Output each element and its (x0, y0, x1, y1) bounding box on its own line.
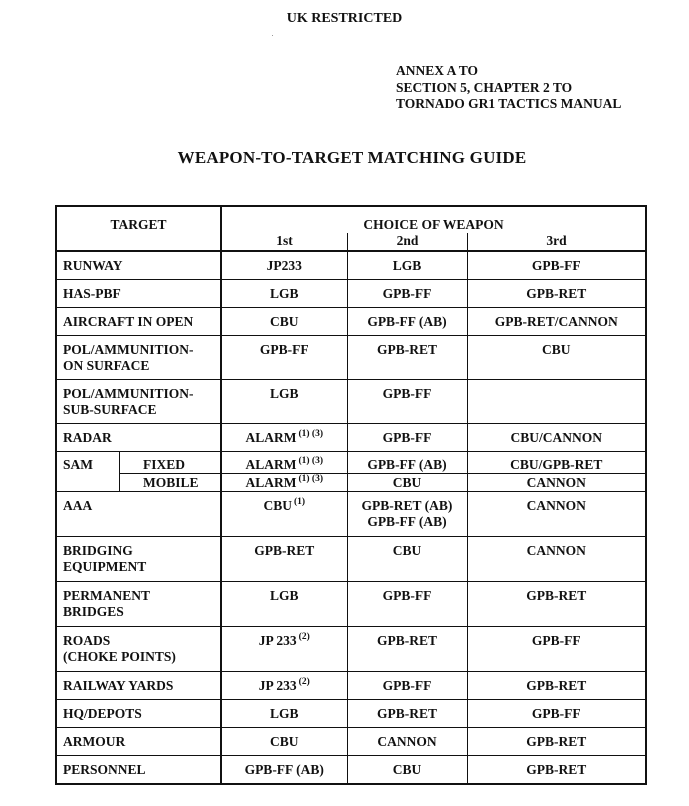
weapon-1st (221, 307, 347, 335)
target-name (56, 279, 221, 307)
cell-line: HQ/DEPOTS (63, 705, 142, 721)
cell-line: ARMOUR (63, 733, 126, 749)
table-row (56, 379, 646, 423)
cell-line: GPB-RET (AB) (361, 497, 453, 513)
weapon-1st (221, 251, 347, 279)
cell-line: GPB-FF (382, 587, 432, 603)
note-reference: (1) (3) (298, 456, 324, 466)
target-name (56, 307, 221, 335)
cell-line: ROADS (63, 632, 111, 648)
cell-line: PERMANENT (63, 587, 150, 603)
annex-line: SECTION 5, CHAPTER 2 TO (396, 79, 573, 95)
cell-line: PERSONNEL (63, 761, 146, 777)
weapon-value: CBU/GPB-RET (510, 456, 603, 472)
weapon-3rd (467, 335, 646, 379)
weapon-3rd (467, 379, 646, 423)
col-header-3rd: 3rd (546, 233, 567, 248)
cell-line: GPB-FF (531, 705, 581, 721)
table-row (56, 671, 646, 699)
weapon-2nd (347, 335, 467, 379)
weapon-2nd (347, 379, 467, 423)
weapon-value: GPB-FF (259, 341, 309, 357)
weapon-2nd-sam (347, 451, 467, 491)
cell-line: GPB-RET (376, 341, 437, 357)
weapon-target-table (55, 205, 647, 785)
weapon-3rd (467, 251, 646, 279)
note-reference: (1) (293, 497, 306, 507)
table-row (56, 727, 646, 755)
cell-line: GPB-FF (382, 285, 432, 301)
cell-line: (CHOKE POINTS) (63, 648, 176, 664)
cell-line: GPB-FF (382, 429, 432, 445)
weapon-2nd (347, 536, 467, 581)
weapon-1st (221, 536, 347, 581)
weapon-1st-sam (221, 451, 347, 491)
table-row (56, 626, 646, 671)
weapon-3rd (467, 279, 646, 307)
cell-line: CANNON (526, 542, 586, 558)
weapon-value: GPB-RET (254, 542, 315, 558)
note-reference: (2) (298, 677, 310, 687)
col-header-1st: 1st (222, 233, 348, 250)
sam-subdivider (468, 473, 646, 474)
cell-line: GPB-FF (AB) (367, 513, 447, 529)
table-row (56, 536, 646, 581)
table-row (56, 251, 646, 279)
weapon-value: CBU (269, 733, 299, 749)
weapon-2nd (347, 279, 467, 307)
weapon-value: LGB (269, 705, 299, 721)
target-name (56, 251, 221, 279)
cell-line: POL/AMMUNITION- (63, 385, 194, 401)
weapon-3rd (467, 536, 646, 581)
target-name (56, 335, 221, 379)
col-header-2nd: 2nd (348, 233, 468, 250)
target-name (56, 491, 221, 536)
weapon-3rd (467, 307, 646, 335)
table-row (56, 581, 646, 626)
weapon-1st (221, 423, 347, 451)
annex-line: TORNADO GR1 TACTICS MANUAL (396, 96, 622, 111)
table-row (56, 755, 646, 784)
target-name (56, 699, 221, 727)
table-header-row (56, 206, 646, 251)
weapon-value: CBU (263, 497, 292, 513)
weapon-value: ALARM $^{(1) (3)}$ (245, 456, 324, 472)
weapon-2nd (347, 307, 467, 335)
target-name (56, 755, 221, 784)
cell-line: CBU (542, 341, 571, 357)
weapon-value: JP 233 (258, 677, 297, 693)
cell-line: GPB-RET (376, 632, 437, 648)
target-name (56, 626, 221, 671)
weapon-1st (221, 379, 347, 423)
table-row (56, 307, 646, 335)
weapon-1st (221, 581, 347, 626)
weapon-2nd (347, 727, 467, 755)
sam-subdivider (119, 473, 220, 474)
cell-line: EQUIPMENT (63, 558, 147, 574)
weapon-value: JP 233 (258, 632, 297, 648)
weapon-3rd (467, 699, 646, 727)
weapon-3rd (467, 671, 646, 699)
choice-header-cell (221, 206, 646, 251)
cell-line: GPB-FF (531, 632, 581, 648)
weapon-3rd (467, 491, 646, 536)
cell-line: RUNWAY (63, 258, 123, 273)
weapon-2nd (347, 581, 467, 626)
weapon-2nd (347, 626, 467, 671)
weapon-1st (221, 335, 347, 379)
weapon-2nd (347, 491, 467, 536)
target-name (56, 581, 221, 626)
cell-line: GPB-RET/CANNON (494, 313, 618, 329)
cell-line: SUB-SURFACE (63, 401, 157, 417)
weapon-1st (221, 491, 347, 536)
cell-line: CBU/CANNON (510, 429, 603, 445)
cell-line: RAILWAY YARDS (63, 677, 174, 693)
cell-line: GPB-FF (531, 258, 581, 273)
cell-line: CANNON (377, 733, 437, 749)
cell-line: AAA (63, 497, 93, 513)
target-name (56, 536, 221, 581)
weapon-2nd (347, 755, 467, 784)
note-reference: (1) (3) (298, 429, 324, 439)
target-name (56, 379, 221, 423)
weapon-3rd-sam (467, 451, 646, 491)
cell-line: CBU (392, 542, 422, 558)
cell-line: GPB-RET (376, 705, 437, 721)
weapon-value: ALARM $^{(1) (3)}$ (245, 474, 324, 490)
table-row (56, 279, 646, 307)
cell-line: GPB-RET (526, 733, 587, 749)
weapon-value: GPB-FF (AB) (367, 456, 447, 472)
target-name-sam (56, 451, 221, 491)
cell-line: RADAR (63, 429, 112, 445)
cell-line: BRIDGING (63, 542, 133, 558)
cell-line: GPB-FF (AB) (367, 313, 447, 329)
weapon-1st (221, 727, 347, 755)
cell-line: ON SURFACE (63, 357, 150, 373)
weapon-1st (221, 626, 347, 671)
weapon-value: CANNON (526, 474, 586, 490)
weapon-value: CBU (269, 313, 299, 329)
sam-fixed-label: FIXED (143, 456, 186, 472)
annex-line: ANNEX A TO (396, 63, 479, 78)
weapon-value: LGB (269, 587, 299, 603)
table-row (56, 335, 646, 379)
cell-line: LGB (392, 258, 422, 273)
classification-marking: UK RESTRICTED (286, 11, 403, 26)
weapon-2nd (347, 699, 467, 727)
weapon-3rd (467, 581, 646, 626)
table-row (56, 423, 646, 451)
weapon-1st (221, 671, 347, 699)
weapon-2nd (347, 251, 467, 279)
weapon-value: LGB (269, 285, 299, 301)
cell-line: HAS-PBF (63, 285, 121, 301)
target-name (56, 671, 221, 699)
cell-line: CBU (392, 761, 422, 777)
cell-line: GPB-RET (526, 587, 587, 603)
note-reference: (1) (3) (298, 474, 324, 484)
cell-line: GPB-FF (382, 677, 432, 693)
cell-line: CANNON (526, 497, 586, 513)
table-row (56, 699, 646, 727)
sam-subdivider (222, 473, 347, 474)
choice-of-weapon-header: CHOICE OF WEAPON (363, 217, 504, 232)
cell-line: GPB-RET (526, 761, 587, 777)
table-row-sam (56, 451, 646, 491)
weapon-3rd (467, 755, 646, 784)
sam-mobile-label: MOBILE (143, 474, 199, 490)
scan-speck (272, 35, 273, 36)
weapon-1st (221, 279, 347, 307)
weapon-2nd (347, 671, 467, 699)
table-row (56, 491, 646, 536)
weapon-value: JP233 (266, 258, 302, 273)
weapon-2nd (347, 423, 467, 451)
cell-line: GPB-RET (526, 285, 587, 301)
cell-line: BRIDGES (63, 603, 124, 619)
weapon-3rd (467, 727, 646, 755)
cell-line: GPB-RET (526, 677, 587, 693)
document-title: WEAPON-TO-TARGET MATCHING GUIDE (177, 148, 527, 167)
sam-label: SAM (63, 456, 93, 472)
target-header: TARGET (56, 206, 221, 251)
target-name (56, 423, 221, 451)
weapon-3rd (467, 626, 646, 671)
weapon-value: GPB-FF (AB) (244, 761, 324, 777)
target-name (56, 727, 221, 755)
cell-line: GPB-FF (382, 385, 432, 401)
weapon-value: ALARM (245, 429, 297, 445)
weapon-1st (221, 699, 347, 727)
cell-line: AIRCRAFT IN OPEN (63, 313, 194, 329)
weapon-3rd (467, 423, 646, 451)
annex-reference (396, 63, 621, 113)
weapon-value: CBU (392, 474, 422, 490)
cell-line: POL/AMMUNITION- (63, 341, 194, 357)
sam-subdivider (348, 473, 467, 474)
note-reference: (2) (298, 632, 310, 642)
weapon-1st (221, 755, 347, 784)
weapon-value: LGB (269, 385, 299, 401)
